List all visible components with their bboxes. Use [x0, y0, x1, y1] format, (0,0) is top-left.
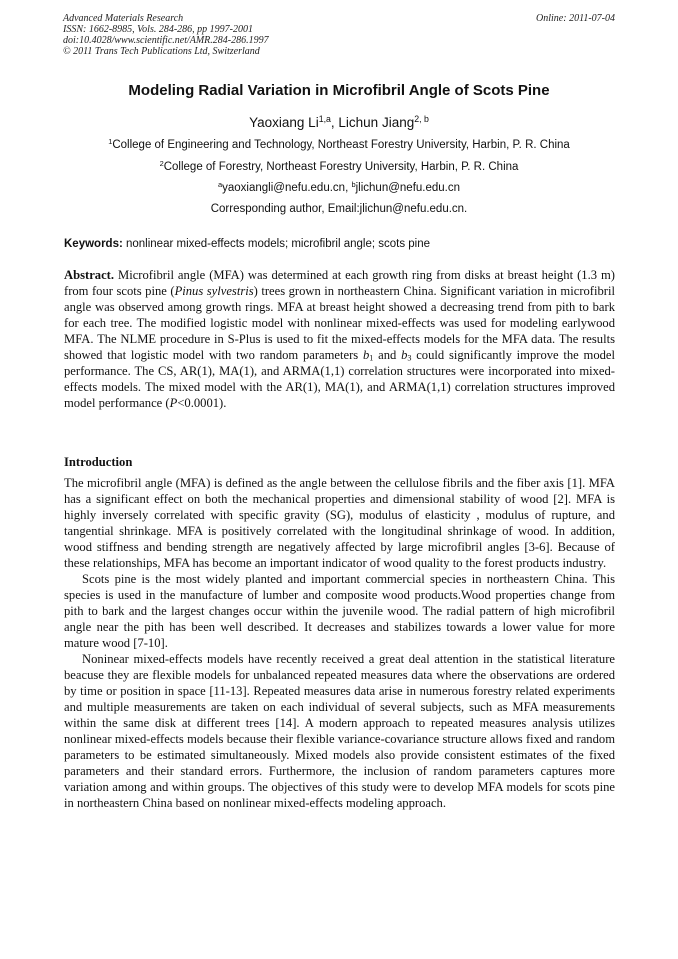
abstract-text-1: Microfibril angle (MFA) was determined at each growth ring from disks at breast height (1.3 m) from four scots pine (: [64, 268, 615, 298]
affiliation-2-text: College of Forestry, Northeast Forestry University, Harbin, P. R. China: [163, 161, 519, 173]
email-b[interactable]: jlichun@nefu.edu.cn: [355, 182, 461, 194]
species-name: Pinus sylvestris: [174, 284, 254, 298]
abstract-text-4: <0.0001).: [177, 396, 227, 410]
paper-title: Modeling Radial Variation in Microfibril Angle of Scots Pine: [128, 82, 550, 99]
issn-line: ISSN: 1662-8985, Vols. 284-286, pp 1997-2001: [63, 24, 253, 35]
author-1: Yaoxiang Li: [249, 115, 319, 130]
param-b3-subscript: 3: [407, 353, 412, 363]
affiliation-2: [0, 158, 678, 173]
p-value-symbol: P: [169, 396, 178, 410]
online-date: [536, 13, 615, 24]
introduction-heading: Introduction: [64, 455, 133, 469]
email-line: [0, 179, 678, 194]
intro-paragraph-3: Noninear mixed-effects models have recently received a great deal attention in the statistical literature beacuse they are flexible models for unbalanced repeated measures data where the observations are ordered by time or position in space [11-13]. Repeated measures data arise in numerous forestry related experiments and multiple measurements are taken on each individual of several subjects, such as MFA measurements within the same disk at different trees [14]. A modern approach to repeated measures analysis utilizes nonlinear mixed-effects models because their flexible variance-covariance structure allows fixed and random parameters to be estimated simultaneously. Mixed models also provide consistent estimates of the fixed parameters and their standard errors. Furthermore, the inclusion of random parameters captures more variation among and within groups. The objectives of this study were to develop MFA models for scots pine in northeastern China based on nonlinear mixed-effects modeling approach.: [64, 652, 615, 810]
journal-name: Advanced Materials Research: [63, 13, 184, 24]
abstract-and: and: [373, 348, 402, 362]
intro-paragraph-1: The microfibril angle (MFA) is defined as the angle between the cellulose fibrils and the fiber axis [1]. MFA has a significant effect on both the mechanical properties and dimensional stability of wood [2]. MFA is highly inversely correlated with specific gravity (SG), modulus of elasticity , modulus of rupture, and tangential shrinkage. MFA is positively correlated with the longitudinal shrinkage of wood. In addition, wood stiffness and bending strength are negatively affected by large microfibril angles [3-6]. Because of these relationships, MFA has become an important indicator of wood quality to the forest products industry.: [64, 476, 615, 570]
intro-paragraph-2: Scots pine is the most widely planted and important commercial species in northeastern China. This species is used in the manufacture of lumber and composite wood products.Wood properties change from pith to bark and the largest changes occur within the juvenile wood. The radial pattern of high microfibril angle near the pith has been well described. It decreases and stabilizes towards a lower value for more mature wood [7-10].: [64, 572, 615, 650]
introduction-body: [64, 475, 615, 811]
affiliation-1-text: College of Engineering and Technology, Northeast Forestry University, Harbin, P. R. China: [112, 139, 570, 151]
keywords-label: Keywords:: [64, 238, 123, 250]
keywords-text: nonlinear mixed-effects models; microfibril angle; scots pine: [122, 238, 431, 250]
author-line: [0, 115, 678, 130]
param-b1-symbol: b: [362, 348, 370, 362]
abstract: [64, 267, 615, 411]
author-2-affil: 2, b: [414, 114, 429, 125]
affiliation-1-marker: 1: [108, 136, 113, 146]
online-date-text: Online: 2011-07-04: [536, 13, 615, 24]
abstract-label: Abstract.: [64, 268, 115, 282]
author-separator: ,: [330, 115, 339, 130]
email-b-marker: b: [351, 179, 356, 189]
keywords-line: [64, 238, 624, 250]
doi-line: doi:10.4028/www.scientific.net/AMR.284-286.1997: [63, 35, 269, 46]
author-2: Lichun Jiang: [338, 115, 415, 130]
param-b1-subscript: 1: [369, 353, 374, 363]
email-a[interactable]: yaoxiangli@nefu.edu.cn,: [222, 182, 352, 194]
journal-header: [63, 13, 269, 57]
affiliation-1: [0, 136, 678, 151]
abstract-text-2: ) trees grown in northeastern China. Significant variation in microfibril angle was observed among growth rings. MFA at breast height showed a decreasing trend from pith to bark for each tree. The modified logistic model with nonlinear mixed-effects was used for modeling earlywood MFA. The NLME procedure in S-Plus is used to fit the mixed-effects models for the MFA data. The results showed that logistic model with two random parameters: [64, 284, 615, 362]
abstract-text-3: could significantly improve the model performance. The CS, AR(1), MA(1), and ARMA(1,1) correlation structures were incorporated into mixed-effects models. The mixed model with the AR(1), MA(1), and ARMA(1,1) correlation structures improved model performance (: [64, 348, 616, 410]
param-b3-symbol: b: [401, 348, 408, 362]
affiliation-2-marker: 2: [159, 158, 164, 168]
copyright-line: © 2011 Trans Tech Publications Ltd, Switzerland: [63, 46, 260, 57]
author-1-affil: 1,a: [318, 114, 331, 125]
corresponding-author: Corresponding author, Email:jlichun@nefu.edu.cn.: [210, 203, 468, 215]
email-a-marker: a: [217, 179, 223, 189]
